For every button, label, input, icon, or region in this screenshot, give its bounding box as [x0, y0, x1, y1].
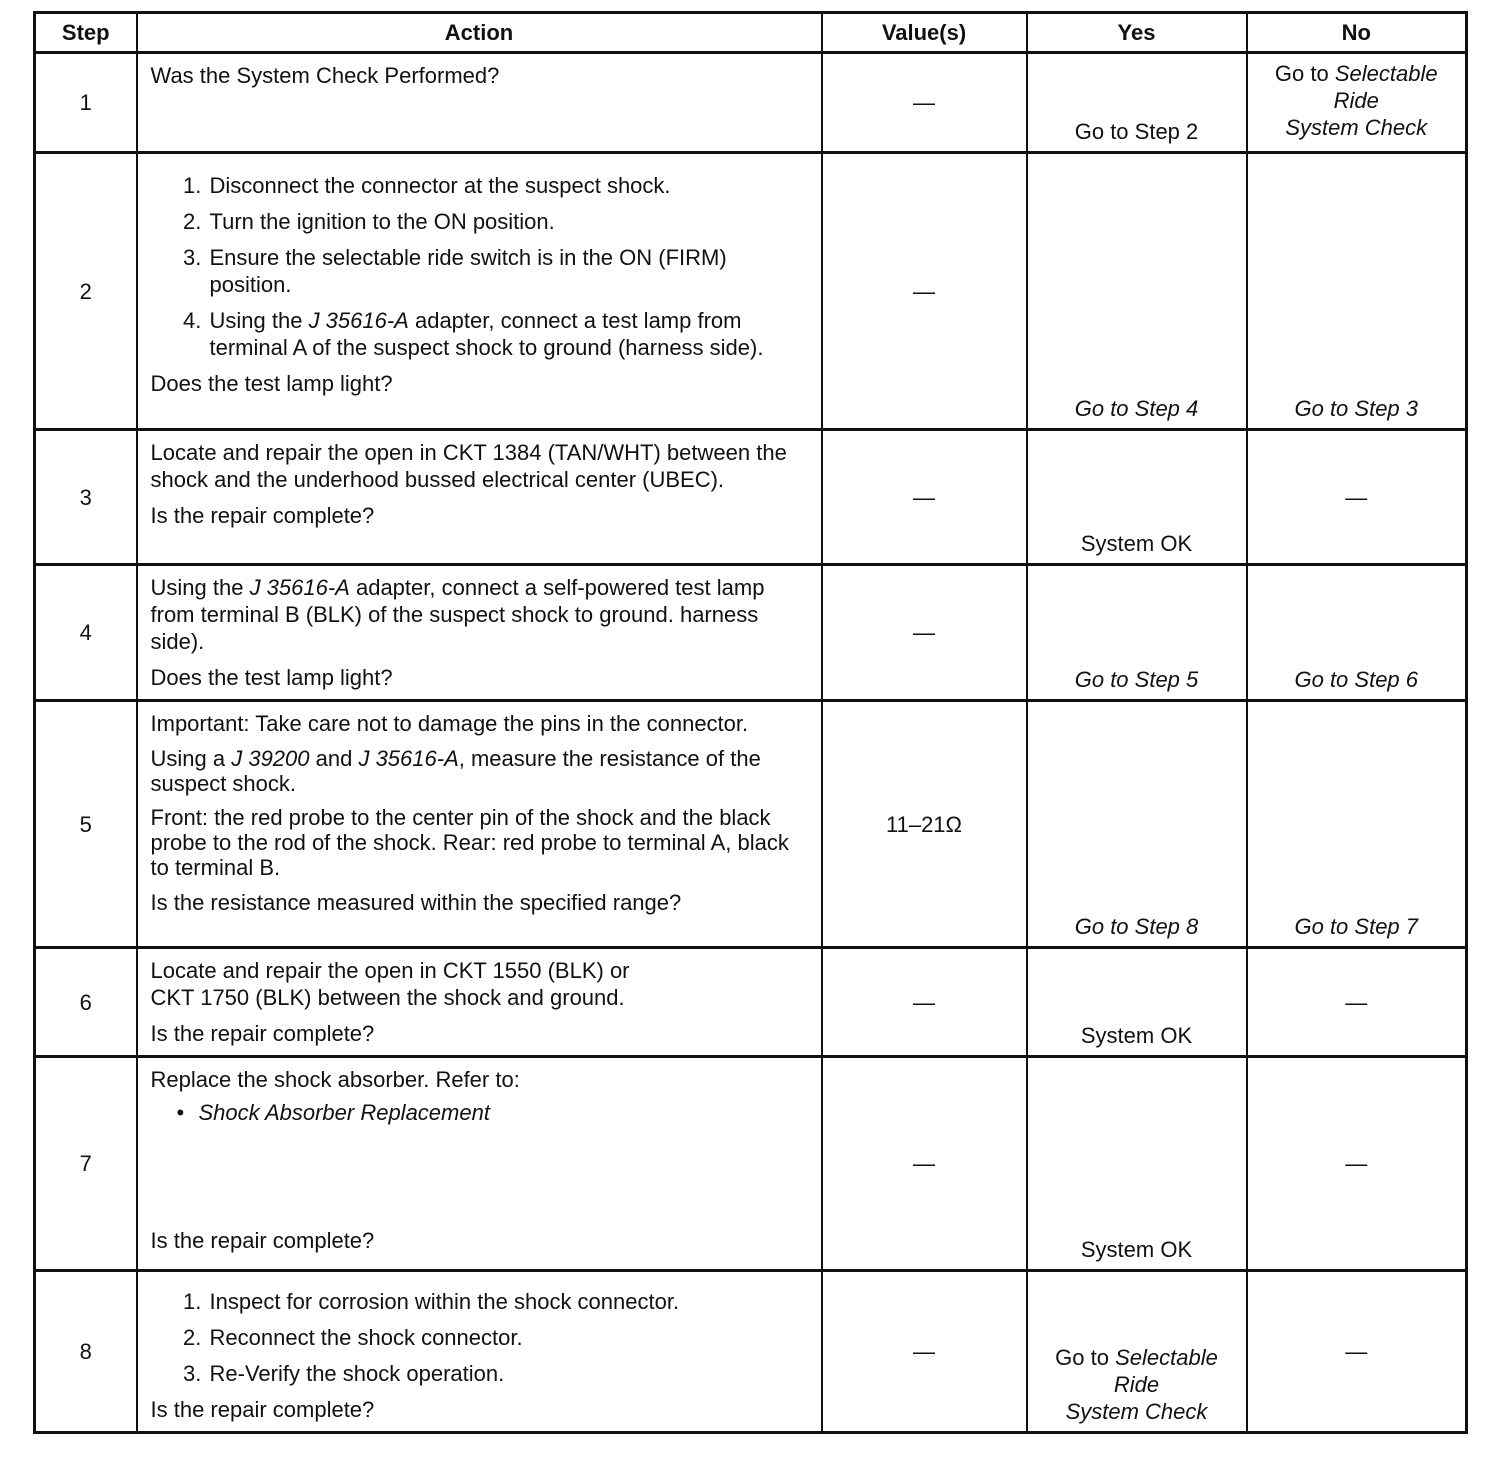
action-question: Is the repair complete?: [150, 1228, 375, 1253]
action-steps-list: [151, 1288, 811, 1387]
value-cell: —: [822, 565, 1027, 701]
step-text: Using the: [209, 308, 309, 333]
table-row: [35, 948, 1467, 1057]
action-cell: [137, 153, 822, 430]
action-text: Locate and repair the open in CKT 1384 (TAN/WHT) between the shock and the underhood bussed electrical center (UBEC).: [150, 440, 787, 492]
table-row: [35, 153, 1467, 430]
diagnostic-table: [33, 11, 1468, 1434]
table-row: [35, 1271, 1467, 1433]
step-number: 7: [35, 1057, 137, 1271]
value-cell: —: [822, 53, 1027, 153]
header-action: Action: [137, 13, 822, 53]
reference-link[interactable]: • Shock Absorber Replacement: [199, 1099, 811, 1126]
text-part: and: [309, 746, 359, 771]
step-number: 3: [35, 430, 137, 565]
action-steps-list: [151, 172, 811, 361]
no-outcome: —: [1247, 1057, 1467, 1271]
action-cell: [137, 53, 822, 153]
text-part: Using the: [150, 575, 250, 600]
step-number: 1: [35, 53, 137, 153]
step-number: 2: [35, 153, 137, 430]
header-values: Value(s): [822, 13, 1027, 53]
header-yes: Yes: [1027, 13, 1247, 53]
action-step: 3. Ensure the selectable ride switch is in the ON (FIRM) position.: [208, 244, 811, 298]
action-cell: [137, 1271, 822, 1433]
action-top: [151, 1066, 811, 1126]
no-ref-line2: Ride: [1333, 88, 1379, 113]
action-question: Is the resistance measured within the specified range?: [150, 890, 682, 915]
yes-outcome: System OK: [1027, 948, 1247, 1057]
action-question: Was the System Check Performed?: [150, 63, 500, 88]
yes-outcome: Go to Step 2: [1027, 53, 1247, 153]
no-outcome: —: [1247, 430, 1467, 565]
table-row: [35, 53, 1467, 153]
value-cell: —: [822, 430, 1027, 565]
value-cell: —: [822, 948, 1027, 1057]
action-question: Does the test lamp light?: [150, 665, 393, 690]
header-no: No: [1247, 13, 1467, 53]
no-ref-line1: Selectable: [1334, 61, 1438, 86]
step-number: 8: [35, 1271, 137, 1433]
table-row: [35, 701, 1467, 948]
value-cell: —: [822, 1271, 1027, 1433]
tool-ref: J 35616-A: [308, 308, 409, 333]
yes-outcome: [1027, 1271, 1247, 1433]
yes-outcome: Go to Step 8: [1027, 701, 1247, 948]
yes-prefix: Go to: [1055, 1345, 1116, 1370]
tool-ref: J 35616-A: [249, 575, 350, 600]
action-content: [151, 1066, 811, 1254]
no-outcome: —: [1247, 1271, 1467, 1433]
action-question: Is the repair complete?: [150, 503, 375, 528]
table-row: [35, 1057, 1467, 1271]
value-cell: —: [822, 1057, 1027, 1271]
no-outcome: [1247, 53, 1467, 153]
important-note: Important: Take care not to damage the pins in the connector.: [150, 711, 749, 736]
action-cell: [137, 948, 822, 1057]
no-outcome: Go to Step 7: [1247, 701, 1467, 948]
action-text: Replace the shock absorber. Refer to:: [150, 1067, 520, 1092]
action-cell: [137, 701, 822, 948]
action-question: Is the repair complete?: [150, 1397, 375, 1422]
action-step: [208, 307, 811, 361]
yes-ref-line2: Ride: [1113, 1372, 1160, 1397]
action-question: Does the test lamp light?: [150, 371, 393, 396]
action-text: Front: the red probe to the center pin of the shock and the black probe to the rod of the shock. Rear: red probe to terminal A, black to terminal B.: [150, 805, 789, 880]
header-row: [35, 13, 1467, 53]
tool-ref: J 35616-A: [358, 746, 459, 771]
action-step: 2. Reconnect the shock connector.: [208, 1324, 811, 1351]
yes-outcome: System OK: [1027, 430, 1247, 565]
step-number: 5: [35, 701, 137, 948]
table-row: [35, 565, 1467, 701]
action-text-line: Locate and repair the open in CKT 1550 (BLK) or: [150, 958, 630, 983]
action-cell: [137, 565, 822, 701]
header-step: Step: [35, 13, 137, 53]
action-step: 2. Turn the ignition to the ON position.: [208, 208, 811, 235]
action-cell: [137, 1057, 822, 1271]
text-part: adapter, connect a self-powered test lamp from terminal B (BLK) of the suspect shock to ground. harness side).: [150, 575, 765, 654]
action-step: 1. Inspect for corrosion within the shock connector.: [208, 1288, 811, 1315]
no-outcome: Go to Step 6: [1247, 565, 1467, 701]
yes-outcome: Go to Step 5: [1027, 565, 1247, 701]
reference-list: [151, 1099, 811, 1126]
yes-ref-line1: Selectable: [1115, 1345, 1218, 1370]
tool-ref: J 39200: [231, 746, 310, 771]
action-step: 3. Re-Verify the shock operation.: [208, 1360, 811, 1387]
table-row: [35, 430, 1467, 565]
yes-outcome: Go to Step 4: [1027, 153, 1247, 430]
no-outcome: —: [1247, 948, 1467, 1057]
no-outcome: Go to Step 3: [1247, 153, 1467, 430]
action-text-line: CKT 1750 (BLK) between the shock and ground.: [150, 985, 625, 1010]
action-cell: [137, 430, 822, 565]
no-prefix: Go to: [1274, 61, 1335, 86]
text-part: Using a: [150, 746, 232, 771]
text-part: , measure the resistance of the suspect shock.: [150, 746, 761, 796]
step-number: 4: [35, 565, 137, 701]
no-ref-line3: System Check: [1285, 115, 1428, 140]
yes-ref-line3: System Check: [1065, 1399, 1208, 1424]
value-cell: 11–21Ω: [822, 701, 1027, 948]
action-text: [151, 574, 811, 655]
action-text: [151, 746, 811, 796]
value-cell: —: [822, 153, 1027, 430]
yes-outcome: System OK: [1027, 1057, 1247, 1271]
step-number: 6: [35, 948, 137, 1057]
action-step: 1. Disconnect the connector at the suspect shock.: [208, 172, 811, 199]
action-question: Is the repair complete?: [150, 1021, 375, 1046]
step-text: adapter, connect a test lamp from terminal A of the suspect shock to ground (harness side).: [209, 308, 764, 360]
